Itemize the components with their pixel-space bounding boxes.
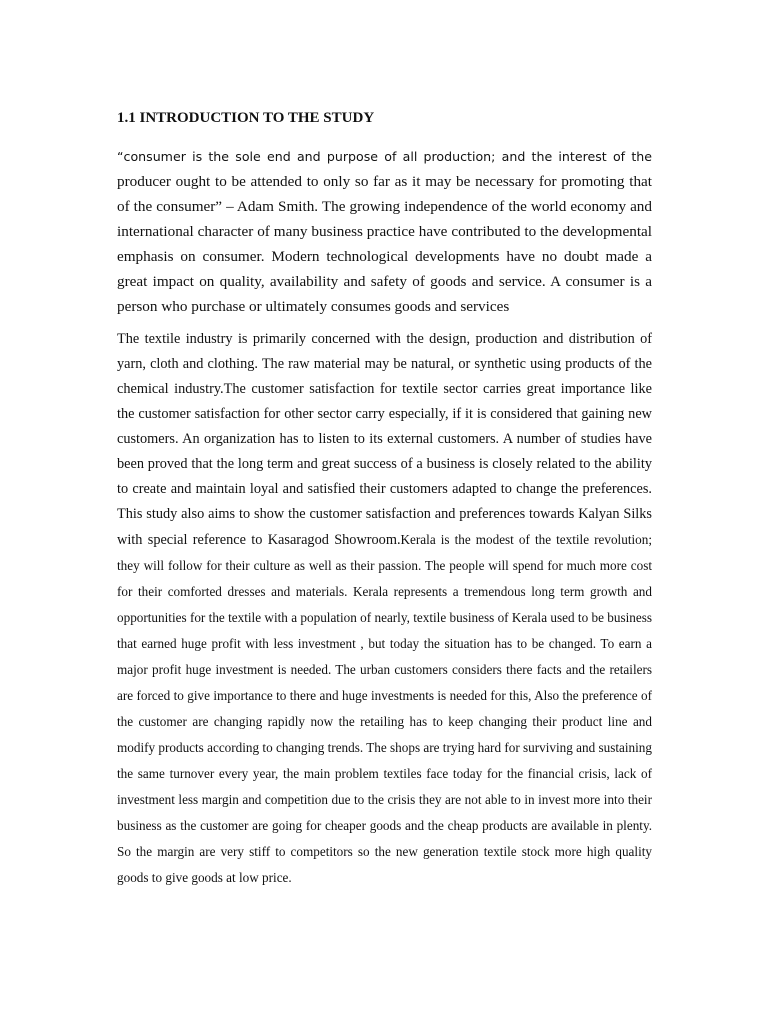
section-heading: 1.1 INTRODUCTION TO THE STUDY [117, 110, 375, 126]
document-page [117, 108, 652, 891]
textile-paragraph-part2: Kerala is the modest of the textile revolution; they will follow for their culture as well as their passion. The people will spend for much more cost for their comforted dresses and materials. Kerala represents a tremendous long term growth and opportunities for the textile with a population of nearly, textile business of Kerala used to be business that earned huge profit with less investment , but today the situation has to be changed. To earn a major profit huge investment is needed. The urban customers considers there facts and the retailers are forced to give importance to there and huge investments is needed for this, Also the preference of the customer are changing rapidly now the retailing has to keep changing their product line and modify products according to changing trends. The shops are trying hard for surviving and sustaining the same turnover every year, the main problem textiles face today for the financial crisis, lack of investment less margin and competition due to the crisis they are not able to in invest more into their business as the customer are going for cheaper goods and the cheap products are available in plenty. So the margin are very stiff to competitors so the new generation textile stock more high quality goods to give goods at low price. [117, 532, 652, 885]
adam-smith-quote: “consumer is the sole end and purpose of all production; and the interest of the [117, 149, 652, 164]
textile-paragraph [117, 327, 652, 891]
intro-paragraph [117, 144, 652, 319]
textile-paragraph-part1: The textile industry is primarily concerned with the design, production and distribution of yarn, cloth and clothing. The raw material may be natural, or synthetic using products of the chemical industry.The customer satisfaction for textile sector carries great importance like the customer satisfaction for other sector carry especially, if it is considered that gaining new customers. An organization has to listen to its external customers. A number of studies have been proved that the long term and great success of a business is closely related to the ability to create and maintain loyal and satisfied their customers adapted to change the preferences. This study also aims to show the customer satisfaction and preferences towards Kalyan Silks with special reference to Kasaragod Showroom. [117, 331, 652, 548]
intro-paragraph-text: producer ought to be attended to only so far as it may be necessary for promoting that of the consumer” – Adam Smith. The growing independence of the world economy and international character of many business practice have contributed to the developmental emphasis on consumer. Modern technological developments have no doubt made a great impact on quality, availability and safety of goods and service. A consumer is a person who purchase or ultimately consumes goods and services [117, 173, 652, 315]
